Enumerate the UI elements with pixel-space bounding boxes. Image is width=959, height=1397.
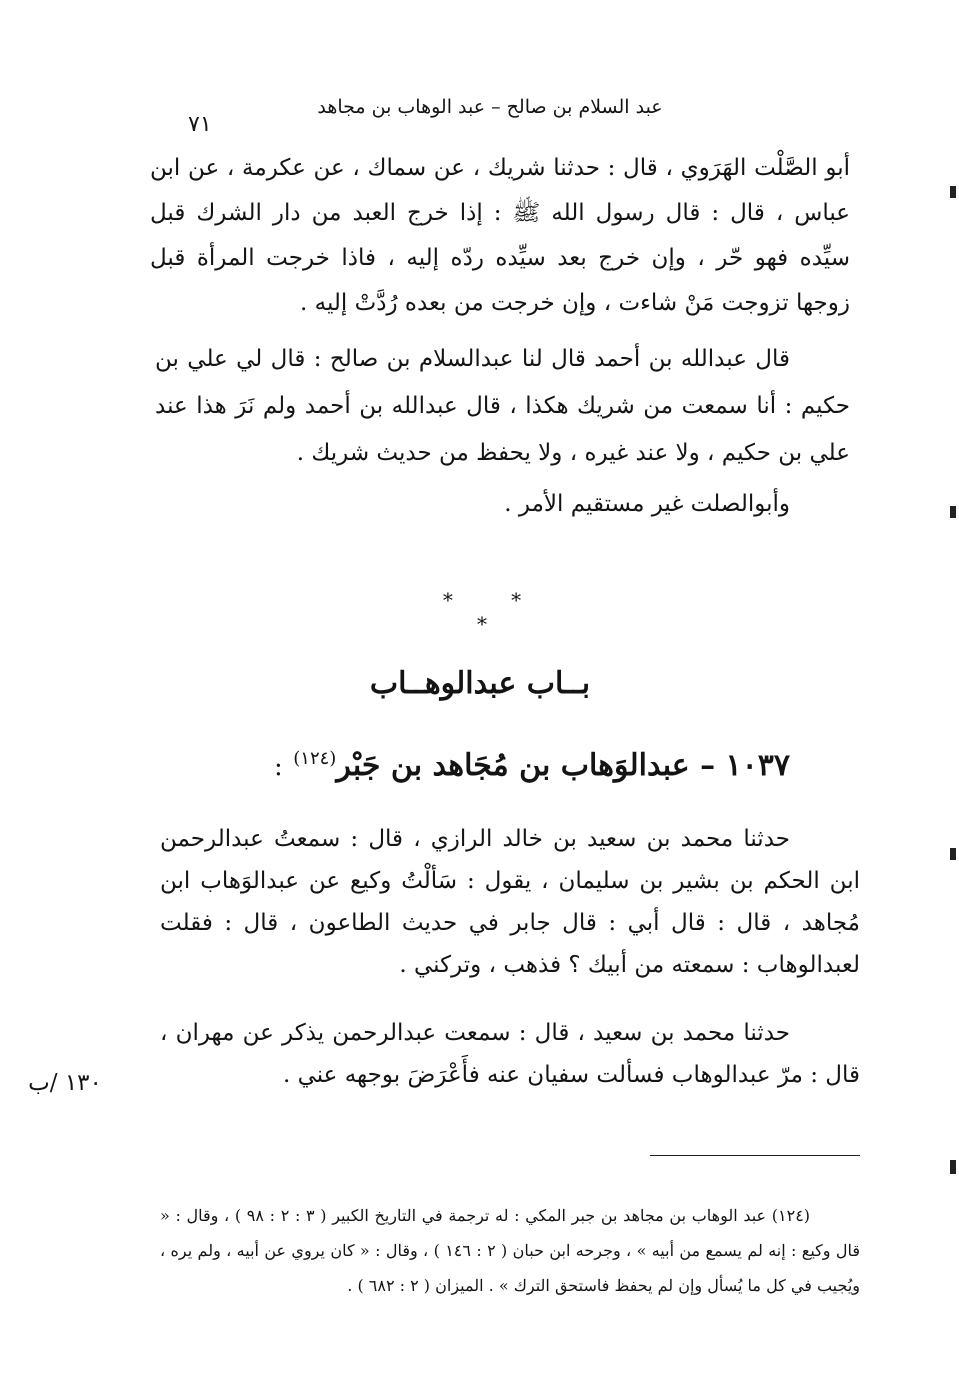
chapter-title: بــاب عبدالوهــاب xyxy=(369,666,591,701)
edge-mark xyxy=(950,848,956,860)
paragraph-judgement: وأبوالصلت غير مستقيم الأمر . xyxy=(504,491,790,517)
footnote-reference: (١٢٤) xyxy=(293,748,337,769)
footnote-text: (١٢٤) عبد الوهاب بن مجاهد بن جبر المكي : له ترجمة في التاريخ الكبير ( ٣ : ٢ : ٩٨ ) ، وقال : « قال وكيع : إنه لم يسمع من أبيه » ، وجرحه ابن حبان ( ٢ : ١٤٦ ) ، وقال : « كان يروي عن أبيه ، ولم يره ، ويُجيب في كل ما يُسأل وإن لم يحفظ فاستحق الترك » . الميزان ( ٢ : ٦٨٢ ) . xyxy=(160,1206,861,1295)
paragraph-commentary: قال عبدالله بن أحمد قال لنا عبدالسلام بن صالح : قال لي علي بن حكيم : أنا سمعت من شريك هكذا ، قال عبدالله بن أحمد ولم نَرَ هذا عند علي بن حكيم ، ولا عند غيره ، ولا يحفظ من حديث شريك . xyxy=(155,346,850,466)
paragraph-entry-narration-2: حدثنا محمد بن سعيد ، قال : سمعت عبدالرحمن يذكر عن مهران ، قال : مرّ عبدالوهاب فسألت سفيان عنه فأَعْرَضَ بوجهه عني . xyxy=(160,1020,860,1088)
edge-mark xyxy=(950,506,956,518)
page-number: ٧١ xyxy=(188,112,212,137)
manuscript-folio-note: ١٣٠ /ب xyxy=(28,1070,102,1096)
section-separator: * * * xyxy=(442,588,548,636)
running-header: عبد السلام بن صالح – عبد الوهاب بن مجاهد xyxy=(317,96,663,118)
entry-heading-text: ١٠٣٧ – عبدالوَهاب بن مُجَاهد بن جَبْر xyxy=(336,748,790,783)
paragraph-hadith-text: أبو الصَّلْت الهَرَوي ، قال : حدثنا شريك ، عن سماك ، عن عكرمة ، عن ابن عباس ، قال : قال رسول الله ﷺ : إذا خرج العبد من دار الشرك قبل سيِّده فهو حّر ، وإن خرج بعد سيِّده ردّه إليه ، فاذا خرجت المرأة قبل زوجها تزوجت مَنْ شاءت ، وإن خرجت من بعده رُدَّتْ إليه . xyxy=(150,155,850,316)
entry-heading xyxy=(250,748,790,783)
heading-colon: : xyxy=(274,752,283,782)
edge-mark xyxy=(950,186,956,198)
footnote-divider xyxy=(650,1155,860,1156)
edge-mark xyxy=(950,1160,956,1174)
paragraph-entry-narration-1: حدثنا محمد بن سعيد بن خالد الرازي ، قال : سمعتُ عبدالرحمن ابن الحكم بن بشير بن سليمان ، يقول : سَألْتُ وكيع عن عبدالوَهاب ابن مُجاهد ، قال : قال أبي : قال جابر في حديث الطاعون ، قال : فقلت لعبدالوهاب : سمعته من أبيك ؟ فذهب ، وتركني . xyxy=(160,826,860,978)
